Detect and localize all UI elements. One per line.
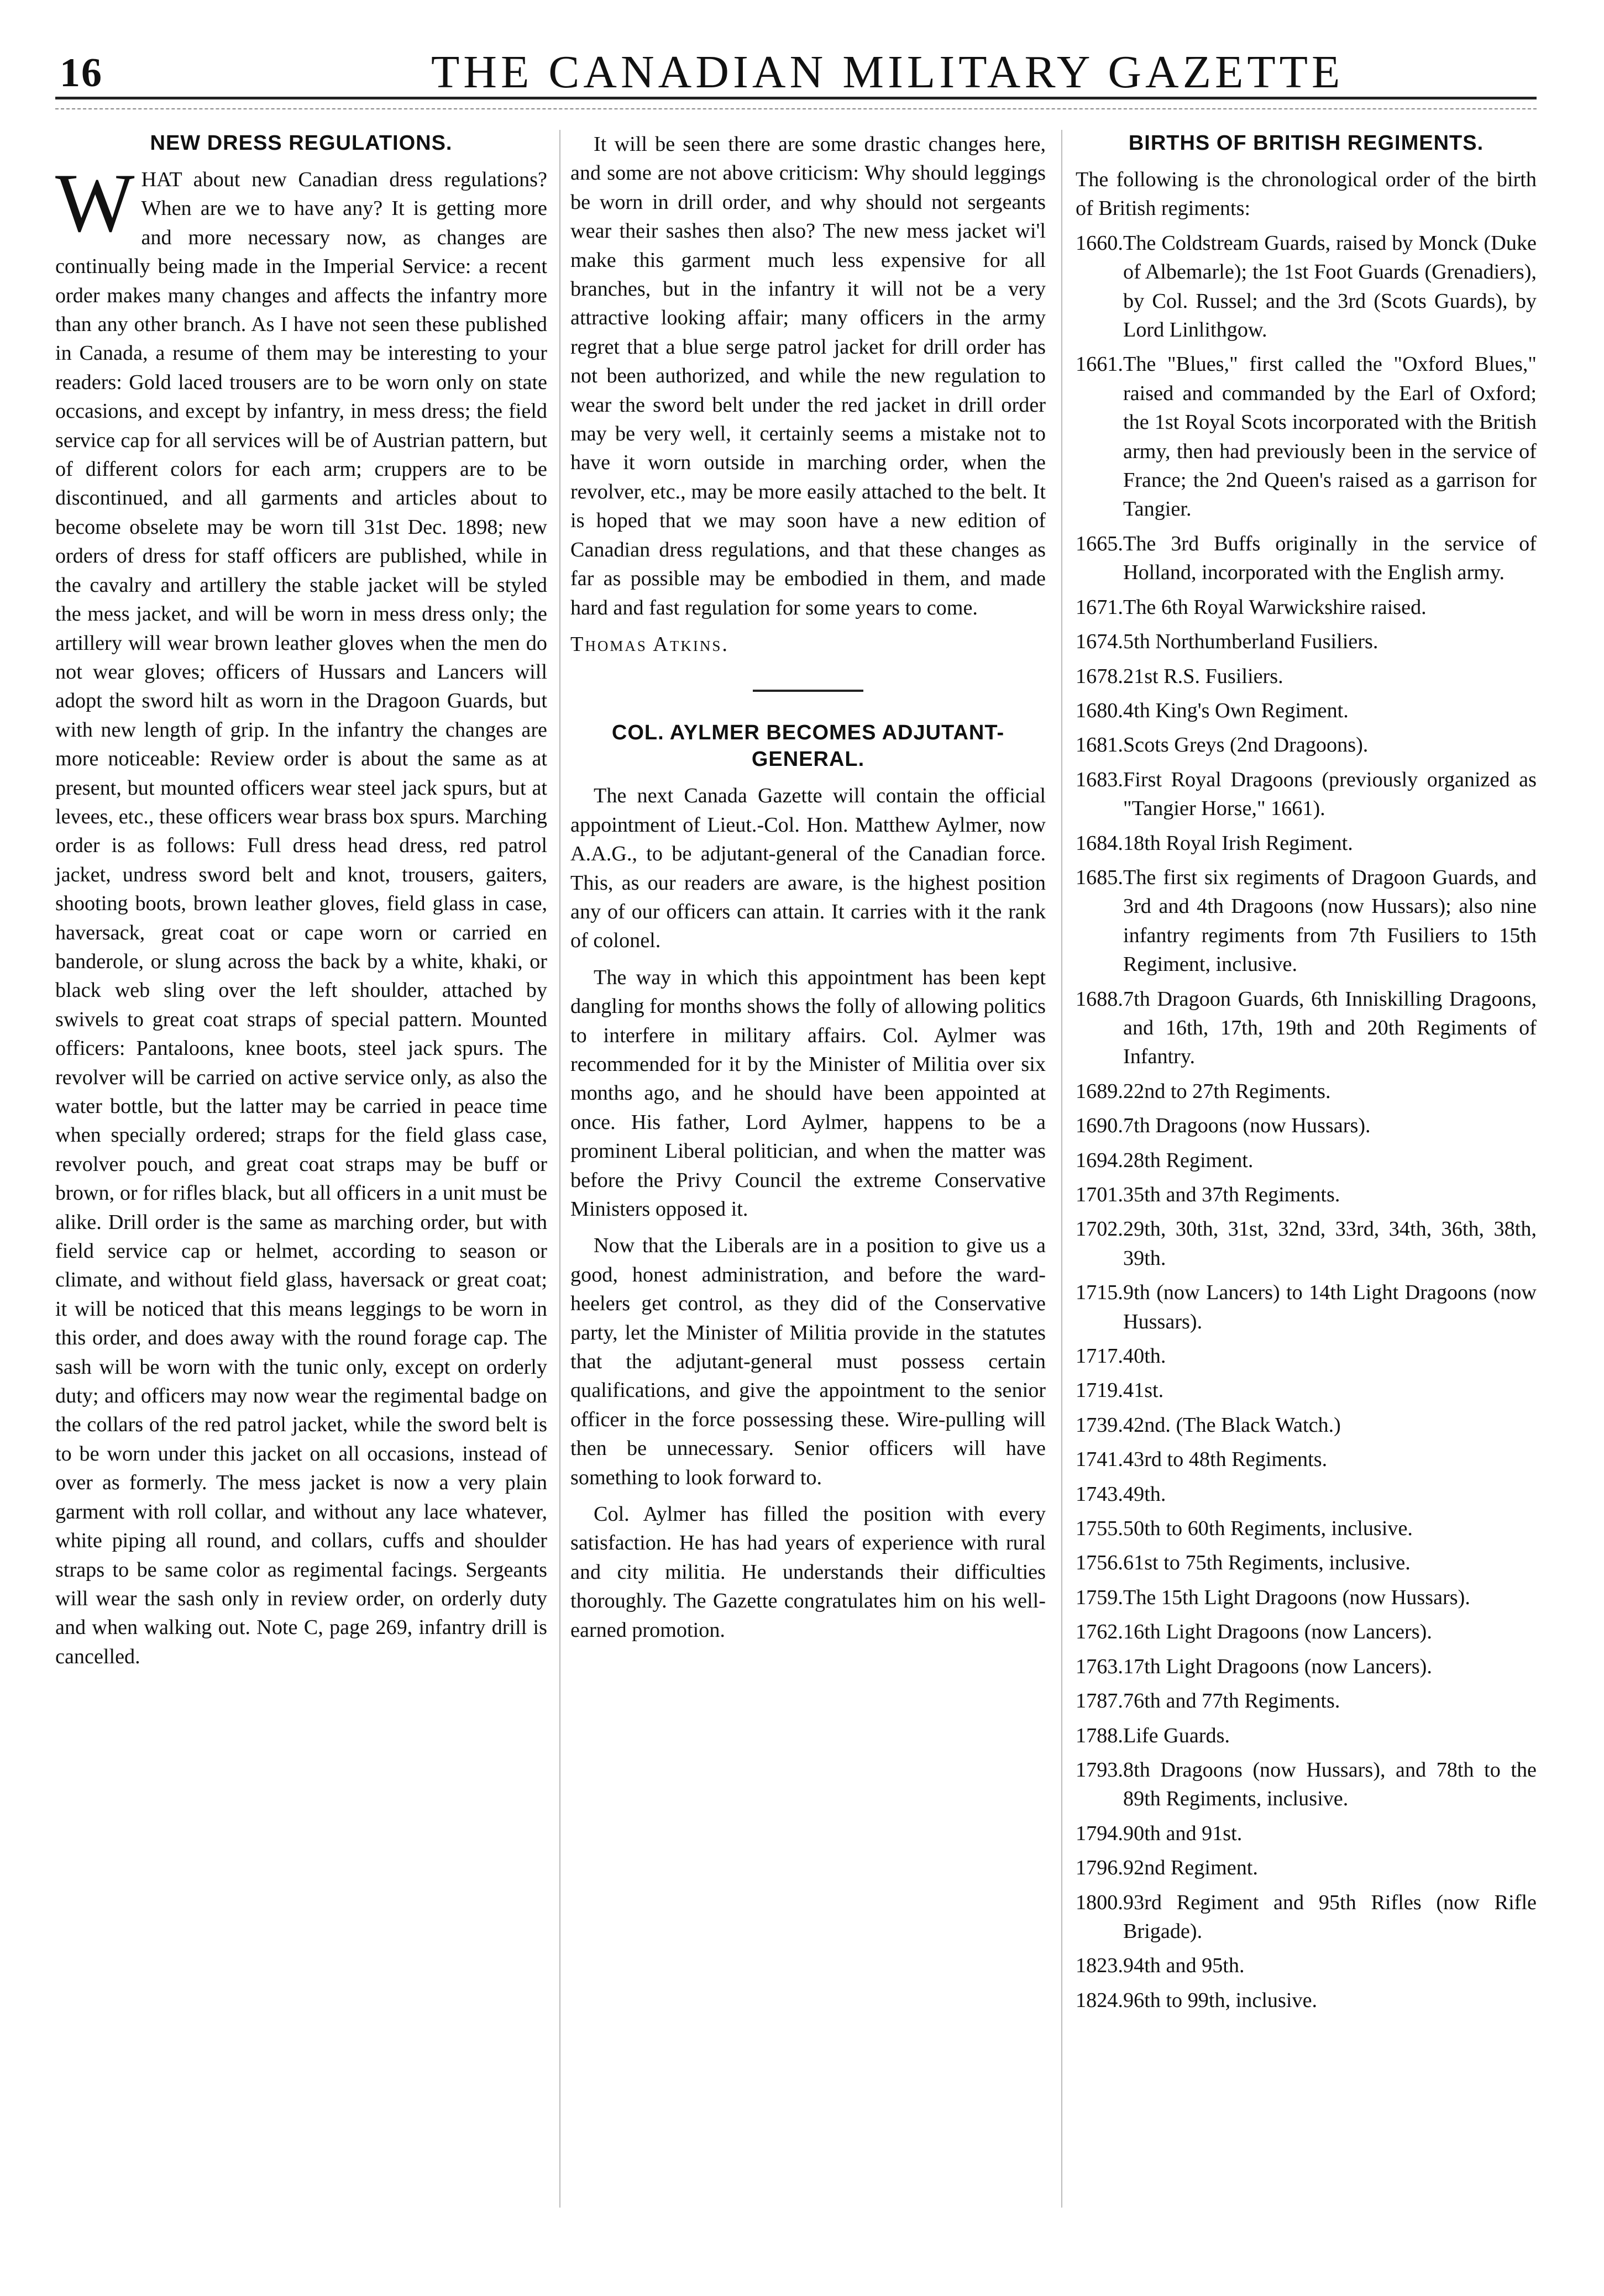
regiment-entry bbox=[1076, 1180, 1537, 1209]
article-paragraph bbox=[55, 156, 547, 1671]
regiment-entry-year: 1788. bbox=[1076, 1724, 1123, 1747]
regiment-entry bbox=[1076, 1583, 1537, 1612]
regiment-entry-year: 1689. bbox=[1076, 1079, 1123, 1103]
regiment-entry-year: 1794. bbox=[1076, 1821, 1123, 1845]
regiment-entry-year: 1824. bbox=[1076, 1988, 1123, 2012]
regiment-entry-text: 4th King's Own Regiment. bbox=[1123, 698, 1349, 722]
regiment-entry bbox=[1076, 1480, 1537, 1509]
regiment-entry-year: 1823. bbox=[1076, 1954, 1123, 1978]
regiment-entry bbox=[1076, 1077, 1537, 1106]
regiment-entry-text: 7th Dragoons (now Hussars). bbox=[1123, 1114, 1371, 1138]
regiment-entry-year: 1796. bbox=[1076, 1856, 1123, 1880]
regiment-entry bbox=[1076, 765, 1537, 823]
regiment-entry-text: 18th Royal Irish Regiment. bbox=[1123, 831, 1353, 855]
regiment-entry-year: 1680. bbox=[1076, 698, 1123, 722]
article-headline-aylmer: COL. AYLMER BECOMES ADJUTANT-GENERAL. bbox=[611, 721, 1005, 771]
column-2 bbox=[570, 130, 1046, 1644]
regiment-entry-year: 1793. bbox=[1076, 1758, 1123, 1782]
regiment-entry-text: 40th. bbox=[1123, 1344, 1166, 1368]
regiment-entry-year: 1665. bbox=[1076, 532, 1123, 555]
article-paragraph: The next Canada Gazette will contain the official appointment of Lieut.-Col. Hon. Matthew Aylmer, now A.A.G., to be adjutant-general of the Canadian force. This, as our readers are aware, is the highest position any of our officers can attain. It carries with it the rank of colonel. bbox=[570, 784, 1046, 953]
drop-cap: W bbox=[55, 156, 135, 249]
regiment-entry-text: The 3rd Buffs originally in the service of Holland, incorporated with the English army. bbox=[1123, 532, 1537, 585]
regiment-entry-text: The 15th Light Dragoons (now Hussars). bbox=[1123, 1585, 1470, 1609]
regiment-entry bbox=[1076, 1686, 1537, 1715]
regiment-entry-text: The first six regiments of Dragoon Guards, and 3rd and 4th Dragoons (now Hussars); also nine infantry regiments from 7th Fusiliers to 15th Regiment, inclusive. bbox=[1123, 865, 1537, 976]
regiment-entry bbox=[1076, 229, 1537, 345]
regiment-entry bbox=[1076, 1548, 1537, 1577]
article-paragraph: Now that the Liberals are in a position to give us a good, honest administration, and before the ward-heelers get control, as they did of the Conservative party, let the Minister of Militia provide in the statutes that the adjutant-general must possess certain qualifications, and give the appointment to the senior officer in the force possessing these. Wire-pulling will then be unnecessary. Senior officers will have something to look forward to. bbox=[570, 1234, 1046, 1489]
regiment-entry bbox=[1076, 1146, 1537, 1175]
regiment-entry-year: 1755. bbox=[1076, 1517, 1123, 1541]
regiment-entry-year: 1741. bbox=[1076, 1448, 1123, 1472]
regiment-entry-text: 96th to 99th, inclusive. bbox=[1123, 1988, 1318, 2012]
regiment-entry-text: 94th and 95th. bbox=[1123, 1954, 1245, 1978]
regiment-entry-year: 1660. bbox=[1076, 231, 1123, 255]
regiment-entry-year: 1684. bbox=[1076, 831, 1123, 855]
regiment-entry bbox=[1076, 985, 1537, 1071]
regiment-entry bbox=[1076, 1215, 1537, 1273]
regiment-entry-text: Life Guards. bbox=[1123, 1724, 1230, 1747]
regiment-entry-year: 1787. bbox=[1076, 1689, 1123, 1713]
regiment-entry bbox=[1076, 1986, 1537, 2015]
regiment-entry-text: 28th Regiment. bbox=[1123, 1148, 1254, 1172]
article-headline-births: BIRTHS OF BRITISH REGIMENTS. bbox=[1128, 132, 1484, 155]
article-paragraph: The way in which this appointment has been kept dangling for months shows the folly of allowing politics to interfere in military affairs. Col. Aylmer was recommended for it by the Minister of Militia over six months ago, and he should have been appointed at once. His father, Lord Aylmer, happens to be a prominent Liberal politician, and when the matter was before the Privy Council the extreme Conservative Ministers opposed it. bbox=[570, 965, 1046, 1221]
regiment-entry-text: 21st R.S. Fusiliers. bbox=[1123, 664, 1283, 688]
regiment-entry-text: 42nd. (The Black Watch.) bbox=[1123, 1413, 1341, 1437]
regiment-entry bbox=[1076, 529, 1537, 587]
regiment-entry bbox=[1076, 1411, 1537, 1439]
regiment-entry-year: 1759. bbox=[1076, 1585, 1123, 1609]
regiment-entry-text: 90th and 91st. bbox=[1123, 1821, 1243, 1845]
article-signature: Thomas Atkins. bbox=[570, 632, 729, 656]
regiment-entry bbox=[1076, 662, 1537, 691]
column-divider bbox=[1061, 130, 1062, 2208]
regiment-entry bbox=[1076, 1111, 1537, 1140]
regiment-entry-text: 35th and 37th Regiments. bbox=[1123, 1183, 1340, 1206]
regiment-entry-year: 1702. bbox=[1076, 1217, 1123, 1241]
article-intro: The following is the chronological order of the birth of British regiments: bbox=[1076, 168, 1537, 220]
regiment-entry-text: 5th Northumberland Fusiliers. bbox=[1123, 630, 1378, 654]
regiment-entry bbox=[1076, 1342, 1537, 1370]
regiment-entry-text: 76th and 77th Regiments. bbox=[1123, 1689, 1340, 1713]
page-number: 16 bbox=[60, 50, 103, 96]
regiment-entry bbox=[1076, 863, 1537, 979]
regiment-entry-text: The Coldstream Guards, raised by Monck (Duke of Albemarle); the 1st Foot Guards (Grenadiers), by Col. Russel; and the 3rd (Scots Guards), by Lord Linlithgow. bbox=[1123, 231, 1537, 342]
regiment-entry bbox=[1076, 1652, 1537, 1681]
masthead bbox=[0, 33, 1604, 99]
regiment-entry-year: 1701. bbox=[1076, 1183, 1123, 1206]
regiment-entry-text: 7th Dragoon Guards, 6th Inniskilling Dragoons, and 16th, 17th, 19th and 20th Regiments of Infantry. bbox=[1123, 987, 1537, 1069]
regiment-entry-year: 1685. bbox=[1076, 865, 1123, 889]
regiment-entry-year: 1688. bbox=[1076, 987, 1123, 1011]
regiment-entry-text: 8th Dragoons (now Hussars), and 78th to the 89th Regiments, inclusive. bbox=[1123, 1758, 1537, 1811]
regiment-entry-year: 1674. bbox=[1076, 630, 1123, 654]
regiment-entry-text: 29th, 30th, 31st, 32nd, 33rd, 34th, 36th, 38th, 39th. bbox=[1123, 1217, 1537, 1270]
regiment-entry-year: 1694. bbox=[1076, 1148, 1123, 1172]
article-separator bbox=[753, 690, 863, 692]
regiment-entry-year: 1717. bbox=[1076, 1344, 1123, 1368]
article-paragraph: Col. Aylmer has filled the position with every satisfaction. He has had years of experience with rural and city militia. He understands their difficulties thoroughly. The Gazette congratulates him on his well-earned promotion. bbox=[570, 1502, 1046, 1642]
regiment-entry bbox=[1076, 627, 1537, 656]
regiment-entry bbox=[1076, 696, 1537, 725]
column-3 bbox=[1076, 130, 1537, 2020]
regiment-entry-text: The "Blues," first called the "Oxford Blues," raised and commanded by the Earl of Oxford; the 1st Royal Scots incorporated with the British army, then had previously been in the service of France; the 2nd Queen's raised as a garrison for Tangier. bbox=[1123, 353, 1537, 521]
regiment-entry bbox=[1076, 1617, 1537, 1646]
regiment-entry-year: 1690. bbox=[1076, 1114, 1123, 1138]
regiment-entry bbox=[1076, 593, 1537, 622]
regiment-entry-text: 9th (now Lancers) to 14th Light Dragoons (now Hussars). bbox=[1123, 1281, 1537, 1333]
regiment-entry-text: The 6th Royal Warwickshire raised. bbox=[1123, 595, 1427, 619]
regiment-entry-year: 1762. bbox=[1076, 1620, 1123, 1644]
regiment-entry-text: 41st. bbox=[1123, 1379, 1164, 1402]
regiment-entry bbox=[1076, 1721, 1537, 1750]
publication-title: THE CANADIAN MILITARY GAZETTE bbox=[431, 46, 1344, 98]
regiment-entry-year: 1681. bbox=[1076, 733, 1123, 757]
regiment-entry-year: 1719. bbox=[1076, 1379, 1123, 1402]
regiment-entry-text: 43rd to 48th Regiments. bbox=[1123, 1448, 1328, 1472]
article-paragraph-text: HAT about new Canadian dress regulations? When are we to have any? It is getting more and more necessary now, as changes are continually being made in the Imperial Service: a recent order makes many changes and affects the infantry more than any other branch. As I have not seen these published in Canada, a resume of them may be interesting to your readers: Gold laced trousers are to be worn only on state occasions, and except by infantry, in mess dress; the field service cap for all services will be of Austrian pattern, but of different colors for each arm; cruppers are to be discontinued, and all garments and articles about to become obselete may be worn till 31st Dec. 1898; new orders of dress for staff officers are published, while in the cavalry and artillery the stable jacket will be styled the mess jacket, and will be worn in mess dress only; the artillery will wear brown leather gloves when the men do not wear gloves; officers of Hussars and Lancers will adopt the sword hilt as worn in the Dragoon Guards, but with new length of grip. In the infantry the changes are more noticeable: Review order is about the same as at present, but mounted officers wear steel jack spurs, but at levees, etc., these officers wear brass box spurs. Marching order is as follows: Full dress head dress, red patrol jacket, undress sword belt and knot, trousers, gaiters, shooting boots, brown leather gloves, field glass in case, haversack, great coat or cape worn or carried en banderole, or slung across the back by a white, khaki, or black web sling over the left shoulder, attached by swivels to great coat straps of special pattern. Mounted officers: Pantaloons, knee boots, steel jack spurs. The revolver will be carried on active service only, as also the water bottle, but the latter may be carried in peace time when specially ordered; straps for the field glass case, revolver pouch, and great coat straps may be buff or brown, or for rifles black, but all officers in a unit must be alike. Drill order is the same as marching order, but with field service cap or helmet, according to season or climate, and without field glass, haversack or great coat; it will be noticed that this means leggings to be worn in this order, and does away with the round forage cap. The sash will be worn with the tunic only, except on orderly duty; and officers may now wear the regimental badge on the collars of the red patrol jacket, while the sword belt is to be worn under this jacket on all occasions, instead of over as formerly. The mess jacket is now a very plain garment with roll collar, and without any lace whatever, white piping all round, and collars, cuffs and shoulder straps to be same color as regimental facings. Sergeants will wear the sash only in review order, on orderly duty and when walking out. Note C, page 269, infantry drill is cancelled. bbox=[55, 168, 547, 1668]
column-divider bbox=[559, 130, 560, 2208]
regiment-entry bbox=[1076, 1514, 1537, 1543]
regiment-entry-year: 1800. bbox=[1076, 1890, 1123, 1914]
regiment-entry-year: 1671. bbox=[1076, 595, 1123, 619]
regiment-entry-year: 1743. bbox=[1076, 1482, 1123, 1506]
regiment-entry bbox=[1076, 1951, 1537, 1980]
article-paragraph: It will be seen there are some drastic changes here, and some are not above criticism: Why should leggings be worn in drill order, and why should not sergeants wear their sashes then also? The new mess jacket wi'l make this garment much less expensive for all branches, but in the infantry it will not be a very attractive looking affair; many officers in the army regret that a blue serge patrol jacket for drill order has not been authorized, and while the new regulation to wear the sword belt under the red jacket in drill order may be very well, it certainly seems a mistake not to have it worn outside in marching order, when the revolver, etc., may be more easily attached to the belt. It is hoped that we may soon have a new edition of Canadian dress regulations, and that these changes as far as possible may be embodied in them, and made hard and fast regulation for some years to come. bbox=[570, 133, 1046, 619]
regiment-entry bbox=[1076, 350, 1537, 523]
regiment-entry-year: 1739. bbox=[1076, 1413, 1123, 1437]
regiment-entry-text: 22nd to 27th Regiments. bbox=[1123, 1079, 1331, 1103]
column-1 bbox=[55, 130, 547, 1671]
regiment-entry bbox=[1076, 1819, 1537, 1848]
regiment-entry bbox=[1076, 1888, 1537, 1946]
regiment-entry-text: 92nd Regiment. bbox=[1123, 1856, 1258, 1880]
regiment-entry-year: 1678. bbox=[1076, 664, 1123, 688]
regiment-entry bbox=[1076, 1376, 1537, 1405]
regiment-entry-year: 1763. bbox=[1076, 1654, 1123, 1678]
regiment-entry bbox=[1076, 1278, 1537, 1336]
regiment-entry-year: 1683. bbox=[1076, 768, 1123, 791]
regiment-entry-text: 16th Light Dragoons (now Lancers). bbox=[1123, 1620, 1432, 1644]
regiment-entry-text: 50th to 60th Regiments, inclusive. bbox=[1123, 1517, 1413, 1541]
regiment-chronology-list bbox=[1076, 229, 1537, 2015]
header-rule bbox=[55, 97, 1537, 99]
regiment-entry bbox=[1076, 1756, 1537, 1814]
regiment-entry-year: 1661. bbox=[1076, 353, 1123, 376]
regiment-entry-text: Scots Greys (2nd Dragoons). bbox=[1123, 733, 1369, 757]
regiment-entry-year: 1756. bbox=[1076, 1551, 1123, 1575]
regiment-entry-text: 93rd Regiment and 95th Rifles (now Rifle Brigade). bbox=[1123, 1890, 1537, 1943]
regiment-entry bbox=[1076, 1853, 1537, 1882]
article-headline-dress-regulations: NEW DRESS REGULATIONS. bbox=[150, 132, 453, 155]
regiment-entry-text: First Royal Dragoons (previously organized as "Tangier Horse," 1661). bbox=[1123, 768, 1537, 821]
regiment-entry-year: 1715. bbox=[1076, 1281, 1123, 1305]
regiment-entry bbox=[1076, 829, 1537, 858]
regiment-entry bbox=[1076, 731, 1537, 759]
header-rule-dashed bbox=[55, 108, 1537, 109]
regiment-entry-text: 17th Light Dragoons (now Lancers). bbox=[1123, 1654, 1432, 1678]
regiment-entry-text: 61st to 75th Regiments, inclusive. bbox=[1123, 1551, 1411, 1575]
regiment-entry-text: 49th. bbox=[1123, 1482, 1166, 1506]
regiment-entry bbox=[1076, 1445, 1537, 1474]
